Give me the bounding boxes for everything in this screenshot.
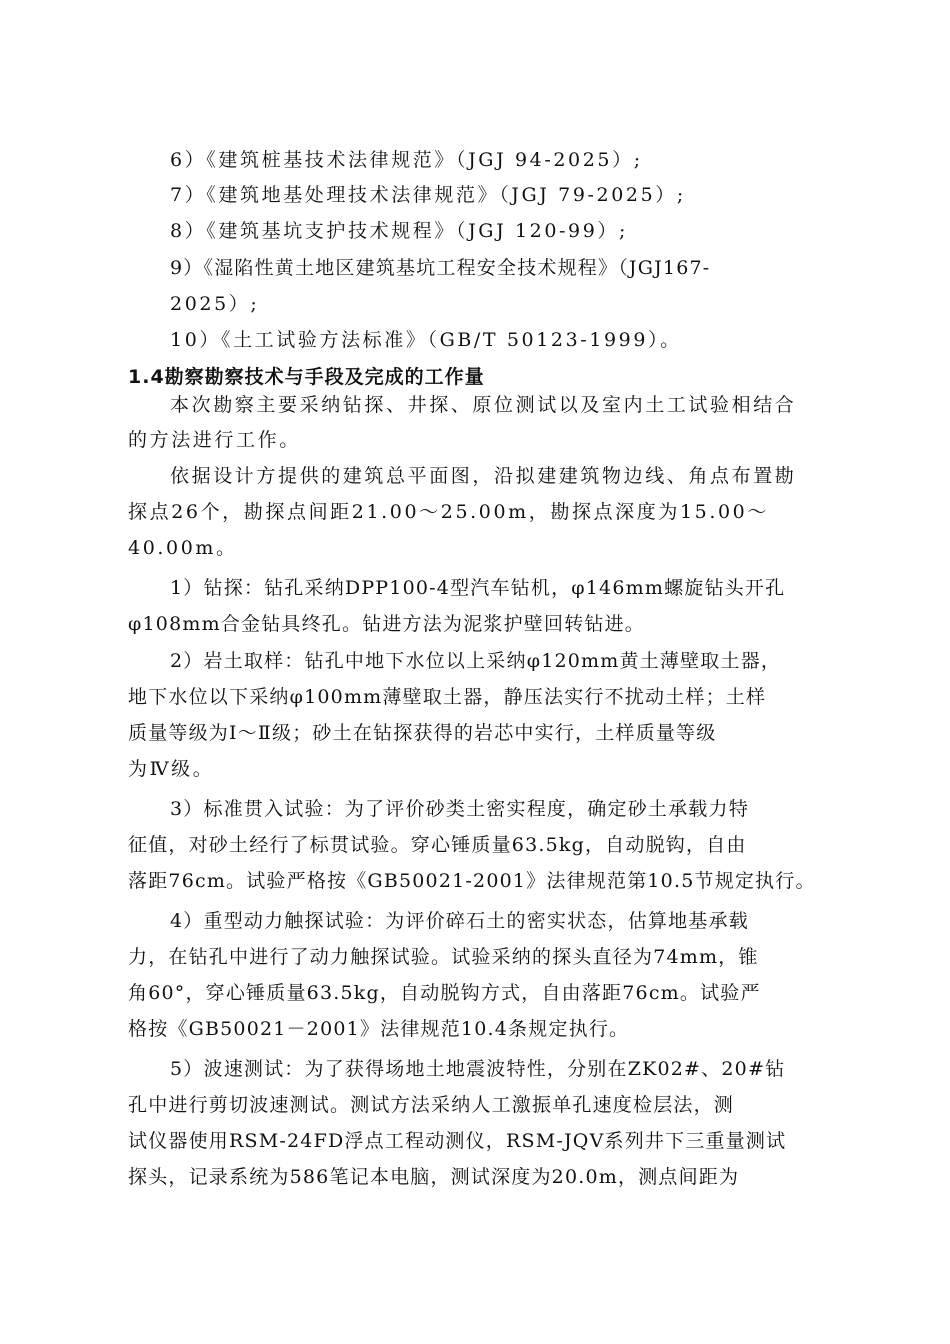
paragraph-line: 的方法进行工作。	[128, 429, 301, 451]
paragraph-line: 探点26个，勘探点间距21.00～25.00m，勘探点深度为15.00～	[128, 501, 769, 523]
reference-item-10: 10）《土工试验方法标准》（GB/T 50123-1999）。	[170, 329, 682, 351]
paragraph-line: 质量等级为Ⅰ～Ⅱ级；砂土在钻探获得的岩芯中实行，土样质量等级	[128, 722, 717, 744]
paragraph-line: 落距76cm。试验严格按《GB50021-2001》法律规范第10.5节规定执行。	[128, 870, 816, 892]
reference-item-9-cont: 2025）;	[170, 293, 260, 315]
paragraph-line: φ108mm合金钻具终孔。钻进方法为泥浆护壁回转钻进。	[128, 613, 646, 635]
paragraph-line: 格按《GB50021－2001》法律规范10.4条规定执行。	[128, 1018, 630, 1040]
paragraph-line: 孔中进行剪切波速测试。测试方法采纳人工激振单孔速度检层法，测	[128, 1094, 735, 1116]
paragraph-line: 力，在钻孔中进行了动力触探试验。试验采纳的探头直径为74mm，锥	[128, 946, 759, 968]
paragraph-line: 角60°，穿心锤质量63.5kg，自动脱钩方式，自由落距76cm。试验严	[128, 982, 761, 1004]
section-heading: 1.4勘察勘察技术与手段及完成的工作量	[128, 366, 485, 388]
paragraph-line: 5）波速测试：为了获得场地土地震波特性，分别在ZK02#、20#钻	[170, 1058, 786, 1080]
paragraph-line: 1）钻探：钻孔采纳DPP100-4型汽车钻机，φ146mm螺旋钻头开孔	[170, 577, 786, 599]
paragraph-line: 3）标准贯入试验：为了评价砂类土密实程度，确定砂土承载力特	[170, 798, 749, 820]
paragraph-line: 依据设计方提供的建筑总平面图，沿拟建建筑物边线、角点布置勘	[170, 465, 797, 487]
paragraph-line: 4）重型动力触探试验：为评价碎石土的密实状态，估算地基承载	[170, 910, 749, 932]
paragraph-line: 征值，对砂土经行了标贯试验。穿心锤质量63.5kg，自动脱钩，自由	[128, 834, 747, 856]
reference-item-7: 7）《建筑地基处理技术法律规范》（JGJ 79-2025）;	[170, 184, 686, 206]
paragraph-line: 本次勘察主要采纳钻探、井探、原位测试以及室内土工试验相结合	[170, 394, 797, 416]
paragraph-line: 试仪器使用RSM-24FD浮点工程动测仪，RSM-JQV系列井下三重量测试	[128, 1130, 787, 1152]
reference-item-9: 9）《湿陷性黄土地区建筑基坑工程安全技术规程》（JGJ167-	[170, 257, 711, 279]
paragraph-line: 为Ⅳ级。	[128, 758, 215, 780]
reference-item-6: 6）《建筑桩基技术法律规范》（JGJ 94-2025）;	[170, 149, 643, 171]
paragraph-line: 2）岩土取样：钻孔中地下水位以上采纳φ120mm黄土薄壁取土器，	[170, 650, 782, 672]
paragraph-line: 40.00m。	[128, 537, 238, 559]
reference-item-8: 8）《建筑基坑支护技术规程》（JGJ 120-99）;	[170, 220, 629, 242]
paragraph-line: 地下水位以下采纳φ100mm薄壁取土器，静压法实行不扰动土样；土样	[128, 686, 767, 708]
paragraph-line: 探头，记录系统为586笔记本电脑，测试深度为20.0m，测点间距为	[128, 1166, 740, 1188]
